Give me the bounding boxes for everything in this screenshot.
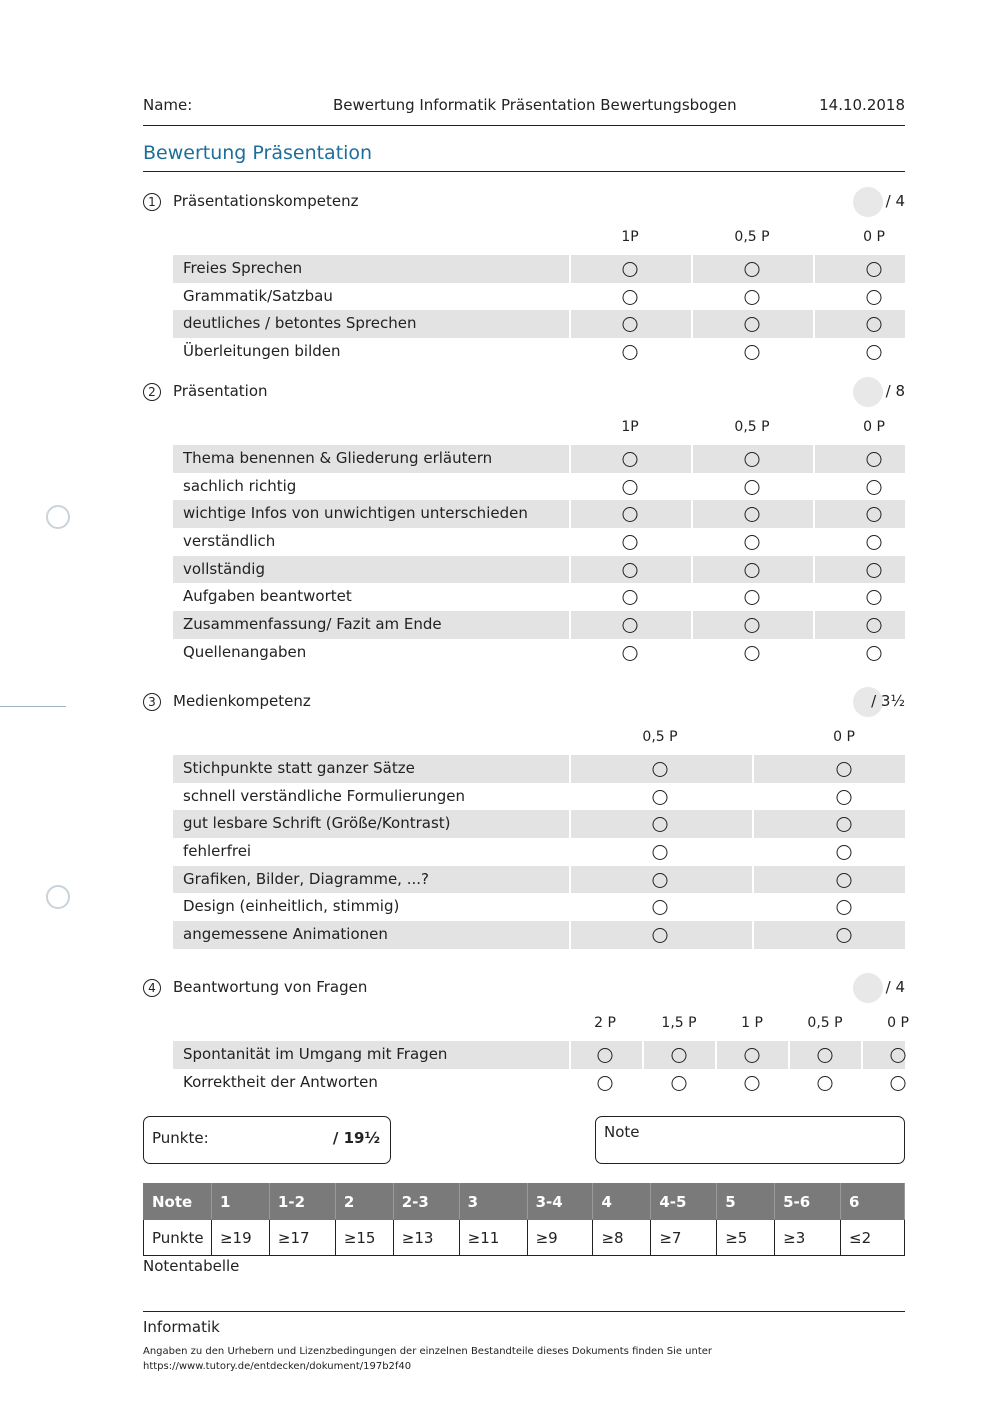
section-max-points: / 8: [885, 382, 905, 400]
cell-divider: [813, 473, 815, 501]
section-title: Präsentationskompetenz: [173, 192, 359, 210]
radio-option[interactable]: [653, 790, 668, 805]
criterion-label: Spontanität im Umgang mit Fragen: [183, 1045, 448, 1063]
radio-option[interactable]: [867, 535, 882, 550]
cell-divider: [715, 1041, 717, 1069]
criterion-row: [173, 473, 905, 501]
cell-divider: [813, 611, 815, 639]
radio-option[interactable]: [867, 507, 882, 522]
radio-option[interactable]: [653, 845, 668, 860]
grade-cell: 2: [335, 1184, 393, 1220]
radio-option[interactable]: [598, 1076, 613, 1091]
criterion-label: Grafiken, Bilder, Diagramme, ...?: [183, 869, 429, 888]
cell-divider: [691, 445, 693, 473]
criterion-row: [173, 611, 905, 639]
radio-option[interactable]: [745, 563, 760, 578]
cell-divider: [752, 866, 754, 894]
criterion-row: [173, 1069, 905, 1097]
punch-hole-bottom: [46, 885, 70, 909]
criterion-label: Überleitungen bilden: [183, 342, 341, 361]
page-header: [143, 94, 905, 126]
cell-divider: [642, 1069, 644, 1097]
radio-option[interactable]: [653, 762, 668, 777]
criterion-row: [173, 310, 905, 338]
section-number: 3: [143, 693, 161, 711]
radio-option[interactable]: [745, 317, 760, 332]
cell-divider: [691, 528, 693, 556]
section-number: 1: [143, 193, 161, 211]
radio-option[interactable]: [818, 1048, 833, 1063]
radio-option[interactable]: [837, 790, 852, 805]
cell-divider: [861, 1041, 863, 1069]
column-header: 0 P: [863, 229, 885, 245]
radio-option[interactable]: [745, 290, 760, 305]
radio-option[interactable]: [837, 900, 852, 915]
cell-divider: [569, 255, 571, 283]
radio-option[interactable]: [891, 1048, 906, 1063]
cell-divider: [813, 255, 815, 283]
radio-option[interactable]: [745, 507, 760, 522]
note-box[interactable]: [595, 1116, 905, 1164]
license-note: [143, 1344, 905, 1374]
radio-option[interactable]: [745, 590, 760, 605]
page-title: Bewertung Präsentation: [143, 142, 905, 172]
cell-divider: [813, 500, 815, 528]
column-headers: [143, 1013, 909, 1041]
section-header: [143, 187, 905, 217]
radio-option[interactable]: [623, 590, 638, 605]
radio-option[interactable]: [867, 480, 882, 495]
grade-table: [143, 1183, 905, 1256]
radio-option[interactable]: [672, 1048, 687, 1063]
radio-option[interactable]: [867, 290, 882, 305]
punch-hole-top: [46, 505, 70, 529]
cell-divider: [691, 283, 693, 311]
criterion-label: Zusammenfassung/ Fazit am Ende: [183, 615, 442, 634]
section-3: [143, 687, 905, 949]
radio-option[interactable]: [818, 1076, 833, 1091]
column-header: 1,5 P: [661, 1015, 697, 1031]
criterion-label: wichtige Infos von unwichtigen unterschieden: [183, 504, 528, 523]
criterion-row: [173, 755, 905, 783]
cell-divider: [752, 893, 754, 921]
cell-divider: [813, 639, 815, 667]
radio-option[interactable]: [837, 873, 852, 888]
criterion-label: Thema benennen & Gliederung erläutern: [183, 449, 493, 467]
name-label: Name:: [143, 96, 193, 114]
points-cell: Punkte: [144, 1220, 212, 1256]
cell-divider: [569, 445, 571, 473]
points-cell: ≥11: [459, 1220, 527, 1256]
radio-option[interactable]: [745, 452, 760, 467]
points-cell: ≥13: [393, 1220, 459, 1256]
criterion-row: [173, 1041, 905, 1069]
cell-divider: [813, 528, 815, 556]
column-header: 0,5 P: [734, 229, 770, 245]
criterion-row: [173, 810, 905, 838]
cell-divider: [569, 310, 571, 338]
document-title: Bewertung Informatik Präsentation Bewertungsbogen: [333, 96, 737, 114]
radio-option[interactable]: [867, 618, 882, 633]
criterion-row: [173, 338, 905, 366]
note-label: Note: [604, 1123, 640, 1141]
radio-option[interactable]: [672, 1076, 687, 1091]
radio-option[interactable]: [623, 646, 638, 661]
grade-cell: 1: [211, 1184, 269, 1220]
points-row: [144, 1220, 905, 1256]
cell-divider: [569, 583, 571, 611]
cell-divider: [569, 921, 571, 949]
points-cell: ≥8: [593, 1220, 651, 1256]
radio-option[interactable]: [867, 345, 882, 360]
radio-option[interactable]: [623, 262, 638, 277]
points-cell: ≥17: [269, 1220, 335, 1256]
radio-option[interactable]: [623, 290, 638, 305]
cell-divider: [569, 639, 571, 667]
table-caption: Notentabelle: [143, 1257, 240, 1275]
criterion-label: gut lesbare Schrift (Größe/Kontrast): [183, 814, 451, 833]
cell-divider: [569, 338, 571, 366]
grade-cell: 3-4: [527, 1184, 593, 1220]
cell-divider: [691, 338, 693, 366]
criterion-row: [173, 445, 905, 473]
license-text: Angaben zu den Urhebern und Lizenzbedingungen der einzelnen Bestandteile dieses Dokuments finden Sie unter: [143, 1346, 713, 1357]
column-header: 2 P: [594, 1015, 616, 1031]
cell-divider: [752, 838, 754, 866]
cell-divider: [813, 556, 815, 584]
cell-divider: [691, 556, 693, 584]
criterion-row: [173, 639, 905, 667]
cell-divider: [569, 556, 571, 584]
cell-divider: [569, 473, 571, 501]
radio-option[interactable]: [867, 563, 882, 578]
cell-divider: [788, 1069, 790, 1097]
cell-divider: [813, 310, 815, 338]
section-max-points: / 4: [885, 192, 905, 210]
section-header: [143, 973, 905, 1003]
section-max-points: / 3½: [871, 692, 905, 710]
column-header: 1 P: [741, 1015, 763, 1031]
cell-divider: [691, 500, 693, 528]
section-title: Beantwortung von Fragen: [173, 978, 368, 996]
cell-divider: [715, 1069, 717, 1097]
cell-divider: [691, 583, 693, 611]
score-field[interactable]: [853, 973, 883, 1003]
column-header: 0,5 P: [807, 1015, 843, 1031]
date: 14.10.2018: [819, 96, 905, 114]
cell-divider: [861, 1069, 863, 1097]
grade-cell: 3: [459, 1184, 527, 1220]
cell-divider: [752, 921, 754, 949]
grade-cell: Note: [144, 1184, 212, 1220]
criterion-label: verständlich: [183, 532, 276, 551]
cell-divider: [691, 310, 693, 338]
radio-option[interactable]: [623, 452, 638, 467]
score-field[interactable]: [853, 187, 883, 217]
radio-option[interactable]: [837, 762, 852, 777]
page-footer: [143, 1311, 905, 1372]
radio-option[interactable]: [745, 262, 760, 277]
section-4: [143, 973, 909, 1096]
points-cell: ≥19: [211, 1220, 269, 1256]
section-title: Präsentation: [173, 382, 268, 400]
cell-divider: [813, 445, 815, 473]
section-header: [143, 687, 905, 717]
radio-option[interactable]: [745, 646, 760, 661]
criterion-label: Design (einheitlich, stimmig): [183, 897, 400, 916]
criterion-label: Grammatik/Satzbau: [183, 286, 333, 305]
radio-option[interactable]: [837, 845, 852, 860]
radio-option[interactable]: [745, 1048, 760, 1063]
grade-cell: 4: [593, 1184, 651, 1220]
cell-divider: [569, 755, 571, 783]
grade-cell: 5-6: [775, 1184, 841, 1220]
radio-option[interactable]: [623, 507, 638, 522]
criterion-row: [173, 838, 905, 866]
criterion-row: [173, 283, 905, 311]
cell-divider: [569, 528, 571, 556]
cell-divider: [813, 338, 815, 366]
points-cell: ≥9: [527, 1220, 593, 1256]
criterion-row: [173, 866, 905, 894]
column-header: 0 P: [863, 419, 885, 435]
radio-option[interactable]: [623, 563, 638, 578]
section-title: Medienkompetenz: [173, 692, 311, 710]
fold-mark: [0, 706, 66, 707]
grade-cell: 1-2: [269, 1184, 335, 1220]
cell-divider: [691, 255, 693, 283]
criterion-label: fehlerfrei: [183, 842, 252, 861]
criterion-label: Korrektheit der Antworten: [183, 1072, 378, 1091]
radio-option[interactable]: [891, 1076, 906, 1091]
column-header: 0,5 P: [642, 729, 678, 745]
score-field[interactable]: [853, 377, 883, 407]
criterion-label: Quellenangaben: [183, 642, 307, 661]
criterion-row: [173, 783, 905, 811]
cell-divider: [691, 639, 693, 667]
radio-option[interactable]: [745, 480, 760, 495]
radio-option[interactable]: [653, 873, 668, 888]
cell-divider: [691, 611, 693, 639]
grade-row: [144, 1184, 905, 1220]
radio-option[interactable]: [867, 262, 882, 277]
column-header: 1P: [621, 229, 639, 245]
grade-cell: 6: [841, 1184, 905, 1220]
points-cell: ≤2: [841, 1220, 905, 1256]
cell-divider: [569, 838, 571, 866]
radio-option[interactable]: [837, 817, 852, 832]
column-headers: [143, 417, 905, 445]
cell-divider: [788, 1041, 790, 1069]
grade-cell: 2-3: [393, 1184, 459, 1220]
radio-option[interactable]: [745, 345, 760, 360]
column-header: 0,5 P: [734, 419, 770, 435]
criterion-label: Freies Sprechen: [183, 259, 303, 277]
criterion-row: [173, 583, 905, 611]
cell-divider: [569, 611, 571, 639]
criterion-row: [173, 921, 905, 949]
criterion-row: [173, 556, 905, 584]
grade-cell: 5: [717, 1184, 775, 1220]
column-header: 0 P: [887, 1015, 909, 1031]
cell-divider: [752, 783, 754, 811]
cell-divider: [642, 1041, 644, 1069]
radio-option[interactable]: [867, 317, 882, 332]
criterion-label: Stichpunkte statt ganzer Sätze: [183, 759, 415, 777]
cell-divider: [569, 783, 571, 811]
radio-option[interactable]: [623, 317, 638, 332]
cell-divider: [813, 283, 815, 311]
points-cell: ≥3: [775, 1220, 841, 1256]
criterion-label: angemessene Animationen: [183, 925, 388, 944]
criterion-label: deutliches / betontes Sprechen: [183, 314, 417, 333]
cell-divider: [691, 473, 693, 501]
criterion-label: schnell verständliche Formulierungen: [183, 786, 465, 805]
radio-option[interactable]: [598, 1048, 613, 1063]
cell-divider: [569, 893, 571, 921]
license-url[interactable]: https://www.tutory.de/entdecken/dokument/197b2f40: [143, 1361, 412, 1372]
points-cell: ≥5: [717, 1220, 775, 1256]
radio-option[interactable]: [623, 480, 638, 495]
cell-divider: [569, 810, 571, 838]
cell-divider: [569, 283, 571, 311]
radio-option[interactable]: [653, 817, 668, 832]
section-1: [143, 187, 905, 366]
radio-option[interactable]: [745, 618, 760, 633]
cell-divider: [569, 500, 571, 528]
radio-option[interactable]: [867, 646, 882, 661]
criterion-row: [173, 500, 905, 528]
radio-option[interactable]: [623, 618, 638, 633]
column-header: 1P: [621, 419, 639, 435]
cell-divider: [752, 755, 754, 783]
criterion-row: [173, 255, 905, 283]
radio-option[interactable]: [623, 345, 638, 360]
radio-option[interactable]: [867, 590, 882, 605]
points-max: / 19½: [332, 1129, 380, 1147]
column-headers: [143, 227, 905, 255]
grade-cell: 4-5: [651, 1184, 717, 1220]
section-header: [143, 377, 905, 407]
section-2: [143, 377, 905, 667]
section-number: 4: [143, 979, 161, 997]
criterion-label: vollständig: [183, 559, 265, 578]
section-max-points: / 4: [885, 978, 905, 996]
cell-divider: [752, 810, 754, 838]
radio-option[interactable]: [623, 535, 638, 550]
criterion-label: Aufgaben beantwortet: [183, 587, 352, 606]
points-cell: ≥15: [335, 1220, 393, 1256]
radio-option[interactable]: [653, 900, 668, 915]
column-headers: [143, 727, 905, 755]
criterion-row: [173, 528, 905, 556]
radio-option[interactable]: [837, 928, 852, 943]
radio-option[interactable]: [745, 1076, 760, 1091]
criterion-row: [173, 893, 905, 921]
subject: Informatik: [143, 1318, 220, 1336]
radio-option[interactable]: [867, 452, 882, 467]
section-number: 2: [143, 383, 161, 401]
points-label: Punkte:: [152, 1129, 209, 1147]
criterion-label: sachlich richtig: [183, 476, 297, 495]
points-box[interactable]: [143, 1116, 391, 1164]
radio-option[interactable]: [653, 928, 668, 943]
cell-divider: [813, 583, 815, 611]
points-cell: ≥7: [651, 1220, 717, 1256]
cell-divider: [569, 866, 571, 894]
cell-divider: [569, 1069, 571, 1097]
cell-divider: [569, 1041, 571, 1069]
radio-option[interactable]: [745, 535, 760, 550]
column-header: 0 P: [833, 729, 855, 745]
